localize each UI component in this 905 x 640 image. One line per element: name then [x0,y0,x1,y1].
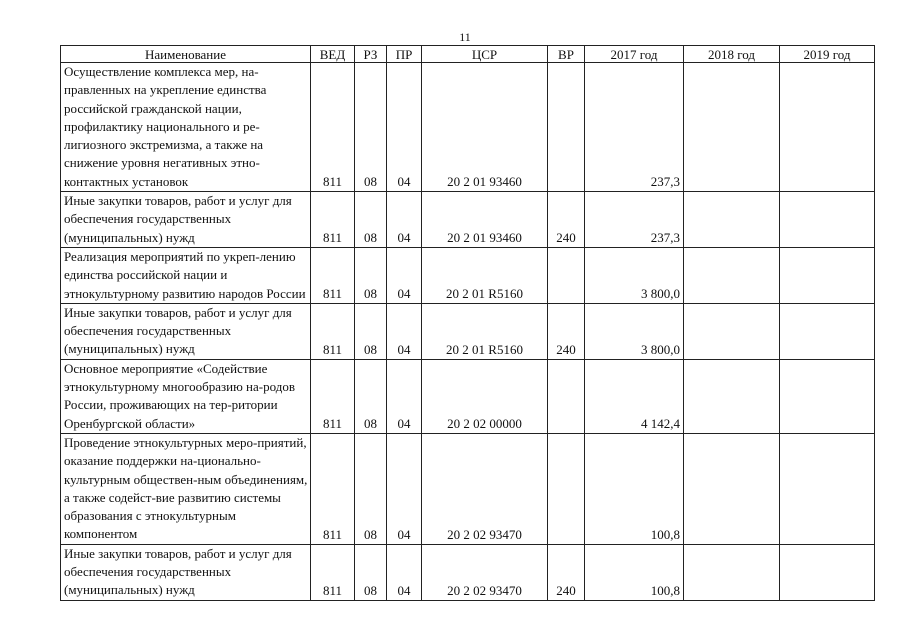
table-row [61,63,875,192]
header-name: Наименование [61,46,311,63]
row-rz: 08 [355,433,387,544]
table-row [61,359,875,433]
row-pr: 04 [387,192,422,248]
table-row [61,303,875,359]
row-2017: 100,8 [585,544,684,600]
row-2017: 3 800,0 [585,247,684,303]
row-ved: 811 [311,63,355,192]
table-row [61,247,875,303]
table-row [61,433,875,544]
row-ved: 811 [311,359,355,433]
row-vr [548,247,585,303]
row-vr: 240 [548,544,585,600]
row-2018 [684,433,780,544]
row-2018 [684,303,780,359]
row-vr [548,63,585,192]
header-rz: РЗ [355,46,387,63]
row-pr: 04 [387,63,422,192]
table-row [61,544,875,600]
row-rz: 08 [355,359,387,433]
row-csr: 20 2 01 R5160 [422,303,548,359]
row-name: Иные закупки товаров, работ и услуг для обеспечения государственных (муниципальных) нужд [61,192,311,248]
row-vr: 240 [548,303,585,359]
row-ved: 811 [311,303,355,359]
budget-table [60,45,875,601]
row-2018 [684,359,780,433]
row-vr: 240 [548,192,585,248]
row-2018 [684,247,780,303]
row-ved: 811 [311,192,355,248]
row-csr: 20 2 02 93470 [422,544,548,600]
header-vr: ВР [548,46,585,63]
row-pr: 04 [387,303,422,359]
row-pr: 04 [387,247,422,303]
row-2018 [684,192,780,248]
header-2019: 2019 год [780,46,875,63]
row-name: Осуществление комплекса мер, на-правленных на укрепление единства российской гражданской нации, профилактику национального и ре-лигиозного экстремизма, а также на снижение уровня негативных этно-контактных установок [61,63,311,192]
row-2017: 100,8 [585,433,684,544]
row-rz: 08 [355,303,387,359]
row-2017: 237,3 [585,192,684,248]
table-row [61,192,875,248]
header-pr: ПР [387,46,422,63]
row-pr: 04 [387,359,422,433]
header-2018: 2018 год [684,46,780,63]
row-pr: 04 [387,433,422,544]
row-2019 [780,433,875,544]
row-csr: 20 2 02 93470 [422,433,548,544]
header-ved: ВЕД [311,46,355,63]
row-2019 [780,303,875,359]
row-rz: 08 [355,63,387,192]
row-2019 [780,247,875,303]
row-name: Иные закупки товаров, работ и услуг для обеспечения государственных (муниципальных) нужд [61,544,311,600]
row-name: Проведение этнокультурных меро-приятий, оказание поддержки на-ционально-культурным обществен-ным объединениям, а также содейст-вие развитию системы образования с этнокультурным компонентом [61,433,311,544]
row-csr: 20 2 01 93460 [422,192,548,248]
row-2019 [780,192,875,248]
row-ved: 811 [311,247,355,303]
row-2019 [780,63,875,192]
row-rz: 08 [355,544,387,600]
row-2019 [780,544,875,600]
row-name: Реализация мероприятий по укреп-лению единства российской нации и этнокультурному развитию народов России [61,247,311,303]
row-2018 [684,544,780,600]
row-2018 [684,63,780,192]
row-2017: 4 142,4 [585,359,684,433]
row-2019 [780,359,875,433]
header-2017: 2017 год [585,46,684,63]
header-row [61,46,875,63]
row-rz: 08 [355,247,387,303]
row-name: Иные закупки товаров, работ и услуг для обеспечения государственных (муниципальных) нужд [61,303,311,359]
page-number: 11 [459,30,471,44]
row-vr [548,359,585,433]
row-csr: 20 2 01 93460 [422,63,548,192]
row-ved: 811 [311,544,355,600]
row-name: Основное мероприятие «Содействие этнокультурному многообразию на-родов России, проживающих на тер-ритории Оренбургской области» [61,359,311,433]
row-csr: 20 2 01 R5160 [422,247,548,303]
row-2017: 3 800,0 [585,303,684,359]
header-csr: ЦСР [422,46,548,63]
row-vr [548,433,585,544]
row-ved: 811 [311,433,355,544]
row-csr: 20 2 02 00000 [422,359,548,433]
row-rz: 08 [355,192,387,248]
row-2017: 237,3 [585,63,684,192]
row-pr: 04 [387,544,422,600]
